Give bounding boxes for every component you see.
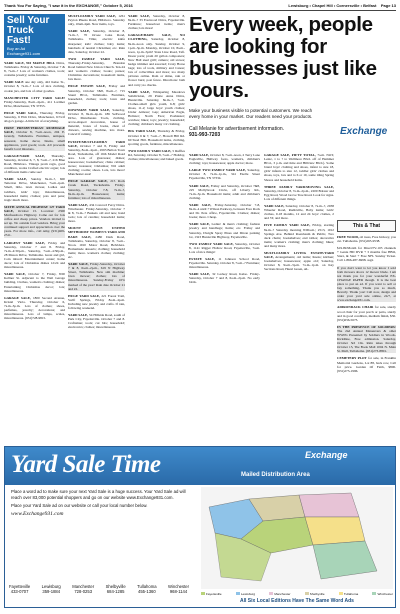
ad-body: Saturday, October 8, 8a.m.-noon only. Sunday, October 9, 1p.m.-5p.m. Monday, October 10, 8a.m.-noon, 1p.m.-5pm? State Line Road, Taft. Dozer parts; prom 20 gallon composters; New Hall steel grill; camera; old stoves; hedge trimmer and assorted; Crazy Horse bags; lots of tools, military and Canon; lots of collectibles and more; too many pictures online. Rain or shine, rain or flower burn; post fence. Directions: bath and carry; no checks. [128, 37, 185, 87]
ad-heading: GARAGE/BARN SALE, NO CLOTHING, [128, 33, 185, 42]
classified-ad [128, 33, 185, 86]
classified-ad [189, 203, 260, 219]
phone-entry[interactable] [42, 585, 61, 595]
ad-heading: FIRST PRESBYTERIAN RUMMAGE SALE, [4, 126, 65, 135]
ad-body: 5 Ruffles Rd, Saturday, October 8, 7a.m.-? Holiday, clothes; miscellaneous; and baked goods. [128, 148, 185, 161]
classified-ad [189, 242, 260, 254]
legend-swatch [236, 592, 240, 595]
ad-body: The 2nd Annual Maneuvers & other WWII's Presented by Soldiers in Woods-Kickiline, Free admission. Saturday, October 3rd 10a. Rain takes through October 15, The Book Mall 1004 N. Main St. Mall, Tullahoma. (931)273-8801. [337, 328, 396, 354]
ad-heading: LARGEST YARD SALE, [4, 240, 46, 245]
map-legend [201, 590, 393, 597]
yard-sale-title: Yard Sale Time [11, 451, 161, 478]
classified-ad [68, 140, 125, 177]
classified-ad [4, 205, 65, 238]
phone-number: 433-0707 [10, 588, 29, 594]
classified-ad [337, 356, 396, 372]
ad-body: Thursday-Friday-Saturday, Brandon Road behind New Union Church. Ten-24 and women's clothes; books; purses; Christmas decorations; household items, lots more. [68, 60, 125, 82]
ad-body: Saturday, October 8, 7a.m.-1p.m., 341 Ezelle Street Fayetteville, TN 37334. [189, 168, 260, 181]
ad-heading: YARD SALE, [189, 272, 211, 277]
phone-city: Manchester [72, 584, 95, 589]
legend-label: Winchester [377, 591, 393, 596]
legend-swatch [305, 592, 309, 595]
ad-body: Whispering Meadows Subdivision, 29 Pratte Anna Drive, Huntsville. Saturday, 8a.m.-?, 7a.m. Clothes-small girls youth, 6-8; girls' shoes, 11-2; large boys' youth clothes; Under Armour; Gap; American Eagle, Holister; North Face; Poshtaster; watches; bikes; toys; jewelry; household; clothing; children's many 1/2 clothing. [128, 89, 185, 127]
ad-heading: ESTATE SALE, [189, 256, 215, 261]
header-right: Lewisburg • Chapel Hill • Cornersville • Belfast Page 13 [288, 3, 396, 8]
phone-number: 968-1144 [169, 588, 188, 594]
classified-ad [68, 226, 125, 259]
ad-heading: YARD SALE, [128, 14, 151, 18]
legend-item [269, 592, 290, 596]
ad-body: October 15. Location: 2300 Murfreesboro Highway. Come out for lots coffee and cheap prices. Vendors invited to set up. No outside food vendors. Bring your continued support and appreciation over the years. For more info., call Amy, (931)409-2311. [4, 208, 65, 238]
ad-heading: YARD SALE, [4, 272, 26, 277]
classified-ad [68, 108, 125, 137]
ad-body: October 7, Friday, 8:00 Kellner St. Adjacent to the Weil Garage building. Clothes, women's clothing; dishes; Entertaining Christmas decor; lots; miscellaneous. [4, 272, 66, 293]
ad-heading: TWO FAMILY YARD SALE, [68, 56, 125, 61]
ad-body: 54 Hillside Road, south of Park City, Fayetteville. October 7 and 8. Craftsman; tools; cut bits; household; electronics; clothes; miscellaneous. [68, 313, 125, 330]
ad-heading: YARD SALE, [68, 262, 89, 267]
classified-ad [4, 241, 65, 270]
ad-body: for sale, in Franklin Memorial Gardens, Lot 88, back row, Call for price. Garden Of Faith, $800. (931)273-1996. [337, 356, 396, 373]
classified-ad [128, 14, 185, 30]
ad-heading: YARD SALE, 910 MAPLE HILL [4, 61, 55, 65]
ad-body: one day only, 422 Kelso St., October 8, 7a.m.-? Lots of nice clothing, cookie jars, and lots of other goodies. [4, 80, 65, 93]
ad-body: 7a.m. NOT, Lentz, 1 to ? to Wellmore Blvd. off of Hemmer Blvd., 3 p.m. and time and Hillview Blvd.). Some brand boys' clothing and shoes, infant to size 18, girls' infants to size 12, toddler girls' clothes and shoes, toys, lots and to 6 or 10, some tiling Spring Shores and household items. [264, 153, 334, 182]
phone-city: Fayetteville [9, 584, 31, 589]
ad-body: Arrangements; old items; linens; kitchen; bookshelves; housewares; apple old; Saturday, October 8, 9a.m.-3p.m. 7a.m.-1p.m. on Kay Sections Road, Hazel Green, AL. [264, 255, 334, 272]
hero-call-text: Call Melanie for advertisement information. [189, 126, 285, 132]
column-4 [189, 153, 260, 288]
classified-ad [128, 90, 185, 127]
legend-item [201, 592, 222, 596]
ad-body: 221 Forest Trail, Swift Springs, Friday 8a.m.-4p.m. Including new jewelry and crafts. If rain, following weekend. [68, 293, 126, 310]
phone-number: 684-1285 [106, 588, 125, 594]
ad-body: Friday-Saturday, October 7 & 8, 6a.m.-2p.m., 619 N Highway Street, Tullahoma. New sim machine; lawn mower; clothes; lots of miscellaneous. Sunday-Friday 10% marked of the year! Rain date October 21 and 22. [68, 262, 125, 291]
ad-body: If you don't want to let you know I sold both mowers above 12 mower blade. I am not thank you for your wonderful EX-CHANGE PAPER though. It is the best place to put an ad. If you want to sell or buy something, Thank you so much, Beverly. Thank you! Call now, design and order your yard sale online, 24/7, at www.exchange931.com. [337, 265, 396, 303]
ad-heading: YARD SALE [4, 80, 24, 85]
ad-body: 11 Johnson School Road, Fayetteville. Saturday, October 8, 7a.m.-? Furniture; miscellaneous. [189, 256, 260, 270]
hero-phone[interactable]: 931-993-7203 [189, 132, 221, 138]
ad-body: Ladies' & men's clothing; fashion jewelry and handbags; Items; etc. Friday and Saturday, Dwight Spray Pines and Dixon parking lot, 1323 Huntsville Highway, Fayetteville. [189, 222, 260, 239]
column-3 [128, 14, 185, 164]
ad-heading: FIVE FAMILY YARD SALE, [264, 223, 311, 228]
ad-heading: DOWNSIZE YARD SALE, [68, 107, 111, 112]
ad-heading: HUGE YARD SALE, [68, 293, 100, 298]
distribution-area-label: Mailed Distribution Area [241, 472, 310, 478]
column-1 [4, 14, 65, 323]
classified-ad [337, 246, 396, 262]
classified-ad [68, 29, 125, 54]
classified-ad [4, 296, 65, 321]
ad-heading: YARD SALE, [68, 29, 91, 34]
hero-body: Make your business visible to potential customers. We reach every home in your market. Our readers need your products. [189, 108, 313, 119]
classified-ad [189, 184, 260, 200]
ad-body: Friday and Saturday, October 7&8, 8a.m.-?, 715 Stuart Blvd., Tullahoma. Furniture, household, clothes; tools; lawn and garden. [68, 84, 125, 105]
ad-body: Friday-Saturday, 8a.m.-4p.m., 411 Lorimer Drive, Manchester, TN 37355. [4, 99, 65, 108]
ad-body: $19.99/Month for DirectTV-103 channels + Genie HD DVR + 3 months free HBO, Starz, & Start + Free NFL Sunday Ticket. Call 1-866-487-6998. ssgn [337, 246, 396, 263]
classified-ad [68, 294, 125, 310]
classified-ad [337, 305, 396, 321]
ad-heading: YARD SALE, [189, 183, 210, 188]
distribution-map [201, 487, 393, 589]
ad-heading: THREE FAMILY YARD/MOVING SALE, [264, 184, 334, 189]
ad-heading: YARD SALE, [128, 89, 151, 94]
ad-heading: BIG YARD SALE, [128, 129, 157, 134]
classified-ad [4, 177, 65, 202]
column-6 [337, 235, 396, 376]
classified-ad [4, 80, 65, 92]
ad-heading: ESTATE/MULTI-FAMILY YARD SALE, [68, 139, 125, 148]
ad-body: 32 Lackey Road, Kelso. Friday-Saturday, October 7 and 8, 6a.m.-2p.m. No early birds. [189, 272, 260, 285]
phone-number: 728-0253 [74, 588, 93, 594]
legend-item [236, 592, 255, 596]
legend-item [372, 592, 392, 596]
legend-label: Shelbyville [309, 591, 325, 596]
ad-heading: CEMETERY PLOT [337, 356, 367, 361]
classified-ad [128, 149, 185, 161]
website-link[interactable]: www.Exchange931.com [11, 510, 64, 517]
ad-body: Friday and Saturday, October 7 and 8. Friday, 7a.m.-4:30p.m., Saturday, 7a.m.-4:30p.m., 28 Mason Drive, Tullahoma. Great and girl, Coin inbred: Entertainment center; home decor; lots of Christmas dishes 12/24 and miscellaneous. [4, 240, 65, 270]
classified-ad [4, 96, 65, 108]
ad-body: 1800 Second Avenue, Kristal Viola. Thursday, October 6, 7a.m.-3p.m. Lots of clothes; shoes, perfumes, jewelry; decorations; and miscellaneous. Lots of lamps, scales, miscellaneous. (931)728-9815. [4, 295, 65, 321]
this-and-that-heading: This & That [337, 220, 396, 232]
classified-ad [4, 61, 65, 77]
classified-ad [4, 154, 65, 174]
legend-swatch [269, 592, 273, 595]
ad-heading: YARD SALE, [264, 204, 285, 209]
classified-ad [68, 179, 125, 199]
legend-item [305, 592, 325, 596]
ad-heading: IN THE PRESENCE OF SOLDIERS: [337, 324, 396, 329]
ad-body: 2480 Dark Road, Tullahoma, Saturday, October 8, 7a.m.-Noon. 1910 Motor Road, Belvidere. Homemade desserts; clothing; household items; more. women's clothes; clothing; etc. [68, 234, 125, 259]
phone-entry[interactable] [9, 585, 30, 595]
yard-sale-exchange-logo: Exchange [305, 450, 348, 460]
ad-body: Friday-Saturday, October 7-8, 8a.m.-4 until ? Wilson Parkway, between Fore Rock and Dr. Pete office, Fayetteville. Clothes; dishes; books; more. Cheap. [189, 202, 260, 220]
ad-heading: YARD SALE, [189, 202, 212, 207]
phone-number: 359-1884 [42, 588, 61, 594]
map-region-tullahoma [305, 517, 365, 545]
promo-url: Exchange931.com [7, 51, 41, 56]
ad-body: Friday, starting 8a.m.-? Saturday morning 8:00a.m.; 2513, 1912 Springs Ave. Behind Roenbaum & Public, Two deck chairs; bookshelves; end tables; decorative items; women's clothing; men's clothing; bikes; and many more. [264, 223, 335, 248]
ad-heading: MANCHESTER CITY YARD SALE! [4, 95, 65, 100]
ad-heading: HUGE ESTATE SALE, [68, 84, 106, 89]
ad-heading: ADIRONDACK CHAIR [337, 305, 374, 310]
classified-ad [128, 129, 185, 145]
phone-entry[interactable] [72, 585, 94, 595]
ad-heading: SIXTH ANNUAL HIGHWAY 127 YARD SALE, [4, 204, 65, 213]
ad-heading: TWO FAMILY YARD SALE, [128, 148, 172, 153]
phone-city: Lewisburg [41, 584, 61, 589]
classified-ad [264, 223, 334, 248]
ad-body: Saturday, October 8, 7a.m.-?, 70 Ocoee Lake Road, Tullahoma. Tiller, electric knife sharpener; kids' clothes; baby items; hundreds of neutral Christmas; etc. Rain date, Saturday, October 22. [68, 29, 125, 54]
classified-ad [4, 272, 65, 292]
classified-ad [337, 235, 396, 243]
yard-sale-footer: All Six Local Editions Have The Same Word Ads [240, 598, 354, 604]
ad-heading: YARD SALE, [189, 153, 210, 157]
ad-body: Thursday & Friday, October 6 & 7, 7a.m.-?, Howell Hill Rd. 60 Steel Hill. Household items, clothing, sporting goods, furniture, miscellaneous. [128, 129, 185, 146]
legend-label: Lewisburg [240, 591, 256, 596]
classified-ad [264, 185, 334, 201]
promo-line-3: Fast! [7, 35, 31, 46]
ad-body: 1261 Peyton Pikens Road, Hillsboro. Saturday only, 10am-4pm. New items, toys. [68, 14, 125, 27]
ad-heading: LARGE TWO FAMILY YARD SALE, [189, 168, 247, 173]
classified-ad [264, 251, 334, 271]
legend-item [339, 592, 358, 596]
classified-ad [68, 262, 125, 291]
classified-ad [68, 14, 125, 26]
ad-heading: YARD SALE, [4, 177, 28, 182]
legend-swatch [372, 592, 376, 595]
ad-body: Friday and Saturday, October 7&8, 225 Mollybrook Circle, off Liberty Rd., 7a.m.-3p.m. Household items; adult and children's clothing. [189, 183, 260, 200]
column-2 [68, 14, 125, 332]
yard-sale-text [11, 489, 189, 520]
ad-body: 215 Rock Creek Road, Tuckahoma. Friday-Saturday, October 7-8, 7a.m.-?, 8a.m.-2p.m. Housewares; items; furniture; lots of miscellaneous. [68, 179, 125, 200]
ad-body: Saturday, October 8, 1141 Rigger Hollow Road, Fayetteville, 7a.m. Lots of nice things! [189, 241, 260, 254]
ad-heading: TWO FAMILY YARD SALE, [189, 241, 234, 246]
sell-truck-promo[interactable] [4, 14, 65, 58]
ad-heading: YARD SALE, [68, 202, 89, 207]
classified-ad [189, 222, 260, 238]
ad-body: Thursday-Saturday, October 6, 7, 8, 7a.m.-?, 216 Blue Road, Hillsboro. Vintage prom ragts, good condition, works Crafted electric organ; lots of different items come see! [4, 153, 65, 175]
phone-city: Shelbyville [105, 584, 126, 589]
legend-label: Fayetteville [206, 591, 222, 596]
classified-ad [4, 126, 65, 151]
classified-ad [337, 266, 396, 303]
exchange-logo: Exchange [340, 126, 388, 137]
classified-ad [189, 168, 260, 180]
ad-heading: GARAGE SALE, [4, 295, 31, 300]
phone-entry[interactable] [168, 585, 189, 595]
phone-entry[interactable] [106, 585, 126, 595]
phone-number: 455-1360 [137, 588, 156, 594]
ad-body: Saturday, October 8, 8a.m.-4p.m. 186 Sellwood Drive, Manchester. Tools, clothing, arrow-shaped decoration, house of material, boxes of books, chest of drawers, sewing machine, lots more. Cancel if raining. [68, 107, 125, 137]
yard-sale-para-2: Place your Yard Sale ad on our website or call your local number below. [11, 503, 148, 509]
classified-ad [189, 257, 260, 269]
phone-entry[interactable] [137, 585, 156, 595]
ad-body: Sunday 8a.m.-?, 600 Tetterton Drive, Manchester, 7a.m.-ip.m. Small, little. lawn mower, Ladies and toddlers, kids' toys; miscellaneous, household items; clothes; pots and pans; tragic much more. [4, 177, 65, 202]
ad-body: October 8, 7a.m.-noon, 2 Terry Lane Eagleville, Hallway foots, women's, children's clothing; toys; housewares; apple doctor; more. [189, 153, 260, 166]
ad-body: October 8, 7a.m.-noon, 204 E. Grundy, Tullahoma. Furniture, antiques, seasonal, home decor, linens, small appliances, yard goods; tools. All proceeds benefit local missions. [4, 130, 65, 151]
ad-heading: HUGE GARAGE SALE, [68, 179, 108, 184]
classified-ad [264, 153, 334, 182]
classified-ad [68, 313, 125, 329]
promo-line-4: Buy an Ad [7, 46, 26, 51]
ad-body: Drive, Tullahoma. Friday & Saturday, October 7 & 8, 7a.m.-? Lots of women's clothes, tools; costume jewelry; some furniture. [4, 61, 65, 78]
page-header [4, 3, 396, 11]
ad-body: Saturday, October 8, 7a.m.-2p.m., 2200 Bolster and Egg Road, Wood Grove Tree Road. Look for signs. Lots of different things. [264, 188, 334, 201]
ad-body: Saturday, October 8, 7a.m.-?, 2938 Wheeler Road, Rudisville, Baby items; Girls' clothes, 0-18 months, 12 and 24 boys' clothes, 2 and 3T, and more. [264, 204, 334, 221]
classified-ad [189, 153, 260, 165]
ad-body: 434 Concord Ferry Drive. Winchester. Friday-Saturday, October 7 & 8, 7a.m.-? Baskets old and new, hand tools; lots of candles; household items; more. [68, 202, 125, 224]
ad-body: Saturday, October 8, 8a.m.-? 33 Eastwood Drive, Fayetteville. Furniture; houseboat items; men's clothes; lots more! [128, 14, 185, 31]
ad-heading: HUGE YARD SALL, [4, 110, 38, 115]
classified-ad [189, 272, 260, 284]
phone-list [9, 585, 189, 595]
promo-line-2: Truck [7, 25, 34, 36]
classified-ad [68, 84, 125, 104]
ad-heading: YARD SALE, [68, 313, 89, 318]
classified-ad [68, 203, 125, 223]
ad-heading: YARD SALE, [189, 222, 210, 227]
map-region-manchester [299, 493, 359, 517]
ad-heading: MULTI-FAMILY YARD SALE, [68, 14, 117, 18]
legend-swatch [201, 592, 205, 595]
ad-body: Thursday, Friday, Saturday, 6 Elm Drive, Manchester, 6/7a/if all-go's garage. A little bit of everything. [4, 110, 65, 124]
column-5 [264, 153, 334, 274]
phone-city: Tullahoma [137, 584, 157, 589]
promo-line-1: Sell Your [7, 15, 50, 26]
phone-city: Winchester [168, 584, 189, 589]
legend-label: Tullahoma [343, 591, 359, 596]
ad-body: for sale, sturdy wood chair for your porch or patio, sturdy and in good condition, medium finish, $30. (931)636-5673. [337, 305, 396, 322]
ad-heading: GARAGE SALE, FIFTY TOTAL, [264, 153, 316, 157]
ad-heading: MULTI-FAMILY LIVING ESTATE/YARD SALE, [264, 250, 334, 260]
ad-heading: FREE WOOD, [337, 235, 359, 239]
legend-label: Manchester [274, 591, 291, 596]
ad-heading: MOUNT GROVE UNITED METHODIST WOMEN'S YARD AND BAKE SALE, [68, 226, 125, 239]
legend-swatch [339, 592, 343, 595]
classified-ad [4, 111, 65, 123]
classified-ad [337, 325, 396, 354]
classified-ad [68, 57, 125, 82]
ad-body: oil trees, Free hickory, you cut. Tullahoma. (931)265-9538. [337, 235, 396, 244]
yard-sale-time-ad [4, 446, 396, 608]
hero-title: Every week, people are looking for businesses just like yours. [189, 13, 377, 102]
yard-sale-para-1: Place a word ad to make sure your next Yard Sale is a huge success. Your Yard Sale ad will reach over 83,000 potential shoppers and go on our website www.Exchange931.com. [11, 489, 186, 500]
classified-ad [264, 204, 334, 220]
ad-body: October 7 and 8, Friday and Saturday, 8a.m.-4p.m., 4565 Belton Town Road, Tuckahoma, off 16th Model Road area. Lots of glassware; dishes; housewares; bookshelves; china cabinet; stereo; treasures; Christmas; NO adult clothing; rooms; shoes. Lots, lots more! Manchester area! [68, 143, 125, 177]
ad-heading: GARAGE/YARD SALE, [4, 153, 46, 158]
header-left: Thank You For Saying, "I saw it in the EXCHANGE," October 5, 2016 [4, 3, 133, 8]
